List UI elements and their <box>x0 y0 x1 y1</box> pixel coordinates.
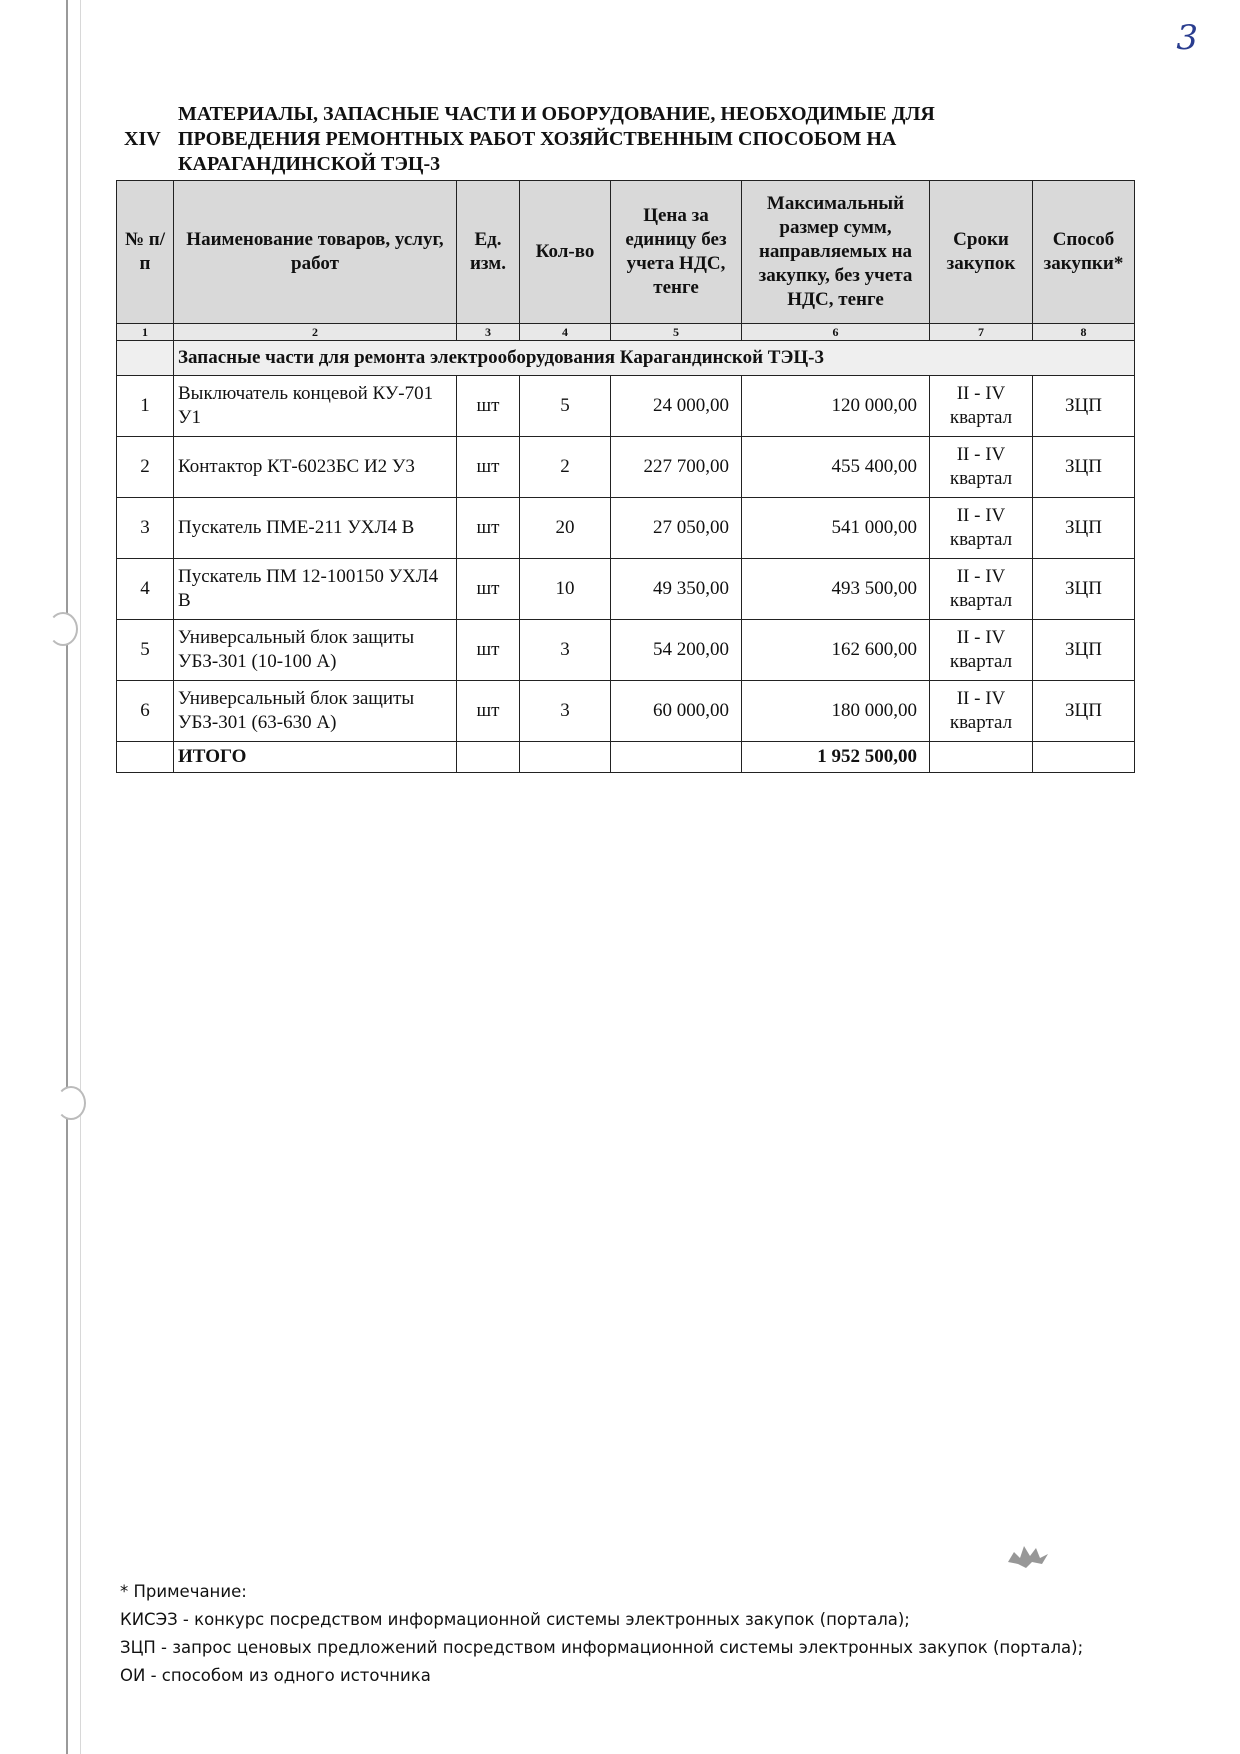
total-empty-cell <box>611 742 742 773</box>
cell-quantity: 20 <box>520 498 611 559</box>
cell-quantity: 10 <box>520 559 611 620</box>
footnote-line: ЗЦП - запрос ценовых предложений посредством информационной системы электронных закупок (портала); <box>120 1638 1084 1657</box>
section-heading <box>124 102 1004 177</box>
punch-hole-top <box>48 612 78 646</box>
cell-quantity: 5 <box>520 376 611 437</box>
cell-price: 24 000,00 <box>611 376 742 437</box>
section-row <box>117 341 1135 376</box>
column-number: 7 <box>930 324 1033 341</box>
cell-number: 4 <box>117 559 174 620</box>
total-empty-cell <box>1033 742 1135 773</box>
total-empty-cell <box>930 742 1033 773</box>
cell-number: 6 <box>117 681 174 742</box>
table-row <box>117 376 1135 437</box>
total-label: ИТОГО <box>174 742 457 773</box>
cell-method: ЗЦП <box>1033 376 1135 437</box>
procurement-table <box>116 180 1135 773</box>
section-empty-cell <box>117 341 174 376</box>
section-number: XIV <box>124 128 161 150</box>
cell-quantity: 3 <box>520 681 611 742</box>
cell-method: ЗЦП <box>1033 681 1135 742</box>
total-empty-cell <box>520 742 611 773</box>
cell-unit: шт <box>457 559 520 620</box>
footnote-title: * Примечание: <box>120 1582 247 1601</box>
binding-edge <box>66 0 68 1754</box>
footnote <box>120 1578 1083 1690</box>
table-row <box>117 620 1135 681</box>
cell-sum: 162 600,00 <box>742 620 930 681</box>
cell-sum: 180 000,00 <box>742 681 930 742</box>
header-number: № п/п <box>117 181 174 324</box>
cell-unit: шт <box>457 376 520 437</box>
header-quantity: Кол-во <box>520 181 611 324</box>
cell-term: II - IV квартал <box>930 559 1033 620</box>
cell-name: Выключатель концевой КУ-701 У1 <box>174 376 457 437</box>
table-row <box>117 437 1135 498</box>
cell-term: II - IV квартал <box>930 376 1033 437</box>
section-title: МАТЕРИАЛЫ, ЗАПАСНЫЕ ЧАСТИ И ОБОРУДОВАНИЕ, НЕОБХОДИМЫЕ ДЛЯ ПРОВЕДЕНИЯ РЕМОНТНЫХ РАБОТ ХОЗЯЙСТВЕННЫМ СПОСОБОМ НА КАРАГАНДИНСКОЙ ТЭЦ-3 <box>178 103 935 175</box>
header-method: Способ закупки* <box>1033 181 1135 324</box>
header-unit-price: Цена за единицу без учета НДС, тенге <box>611 181 742 324</box>
column-number: 2 <box>174 324 457 341</box>
table-row <box>117 681 1135 742</box>
table-row <box>117 498 1135 559</box>
column-number: 5 <box>611 324 742 341</box>
header-max-sum: Максимальный размер сумм, направляемых на закупку, без учета НДС, тенге <box>742 181 930 324</box>
table-header-row <box>117 181 1135 324</box>
cell-price: 60 000,00 <box>611 681 742 742</box>
cell-unit: шт <box>457 498 520 559</box>
cell-price: 49 350,00 <box>611 559 742 620</box>
ink-blot <box>1004 1540 1050 1570</box>
cell-name: Универсальный блок защиты УБЗ-301 (10-100 А) <box>174 620 457 681</box>
cell-method: ЗЦП <box>1033 437 1135 498</box>
header-unit: Ед. изм. <box>457 181 520 324</box>
cell-method: ЗЦП <box>1033 498 1135 559</box>
column-number: 4 <box>520 324 611 341</box>
cell-method: ЗЦП <box>1033 559 1135 620</box>
cell-number: 5 <box>117 620 174 681</box>
cell-term: II - IV квартал <box>930 681 1033 742</box>
cell-number: 3 <box>117 498 174 559</box>
footnote-line: КИСЭЗ - конкурс посредством информационной системы электронных закупок (портала); <box>120 1610 910 1629</box>
cell-term: II - IV квартал <box>930 620 1033 681</box>
cell-name: Пускатель ПМ 12-100150 УХЛ4 В <box>174 559 457 620</box>
cell-unit: шт <box>457 681 520 742</box>
cell-name: Пускатель ПМЕ-211 УХЛ4 В <box>174 498 457 559</box>
cell-term: II - IV квартал <box>930 437 1033 498</box>
page-number: 3 <box>1176 18 1198 58</box>
cell-price: 227 700,00 <box>611 437 742 498</box>
total-row <box>117 742 1135 773</box>
column-number: 1 <box>117 324 174 341</box>
cell-sum: 120 000,00 <box>742 376 930 437</box>
binding-edge-shadow <box>80 0 81 1754</box>
column-number: 8 <box>1033 324 1135 341</box>
cell-unit: шт <box>457 620 520 681</box>
punch-hole-bottom <box>56 1086 86 1120</box>
total-empty-cell <box>117 742 174 773</box>
column-number: 3 <box>457 324 520 341</box>
footnote-line: ОИ - способом из одного источника <box>120 1666 431 1685</box>
column-number: 6 <box>742 324 930 341</box>
cell-number: 2 <box>117 437 174 498</box>
cell-price: 27 050,00 <box>611 498 742 559</box>
section-title-cell: Запасные части для ремонта электрооборудования Карагандинской ТЭЦ-3 <box>174 341 1135 376</box>
header-name: Наименование товаров, услуг, работ <box>174 181 457 324</box>
cell-price: 54 200,00 <box>611 620 742 681</box>
cell-sum: 455 400,00 <box>742 437 930 498</box>
cell-unit: шт <box>457 437 520 498</box>
total-empty-cell <box>457 742 520 773</box>
cell-quantity: 2 <box>520 437 611 498</box>
cell-sum: 541 000,00 <box>742 498 930 559</box>
cell-method: ЗЦП <box>1033 620 1135 681</box>
column-number-row <box>117 324 1135 341</box>
cell-term: II - IV квартал <box>930 498 1033 559</box>
total-value: 1 952 500,00 <box>742 742 930 773</box>
header-terms: Сроки закупок <box>930 181 1033 324</box>
cell-quantity: 3 <box>520 620 611 681</box>
cell-name: Контактор КТ-6023БС И2 У3 <box>174 437 457 498</box>
cell-number: 1 <box>117 376 174 437</box>
cell-name: Универсальный блок защиты УБЗ-301 (63-630 А) <box>174 681 457 742</box>
cell-sum: 493 500,00 <box>742 559 930 620</box>
table-row <box>117 559 1135 620</box>
